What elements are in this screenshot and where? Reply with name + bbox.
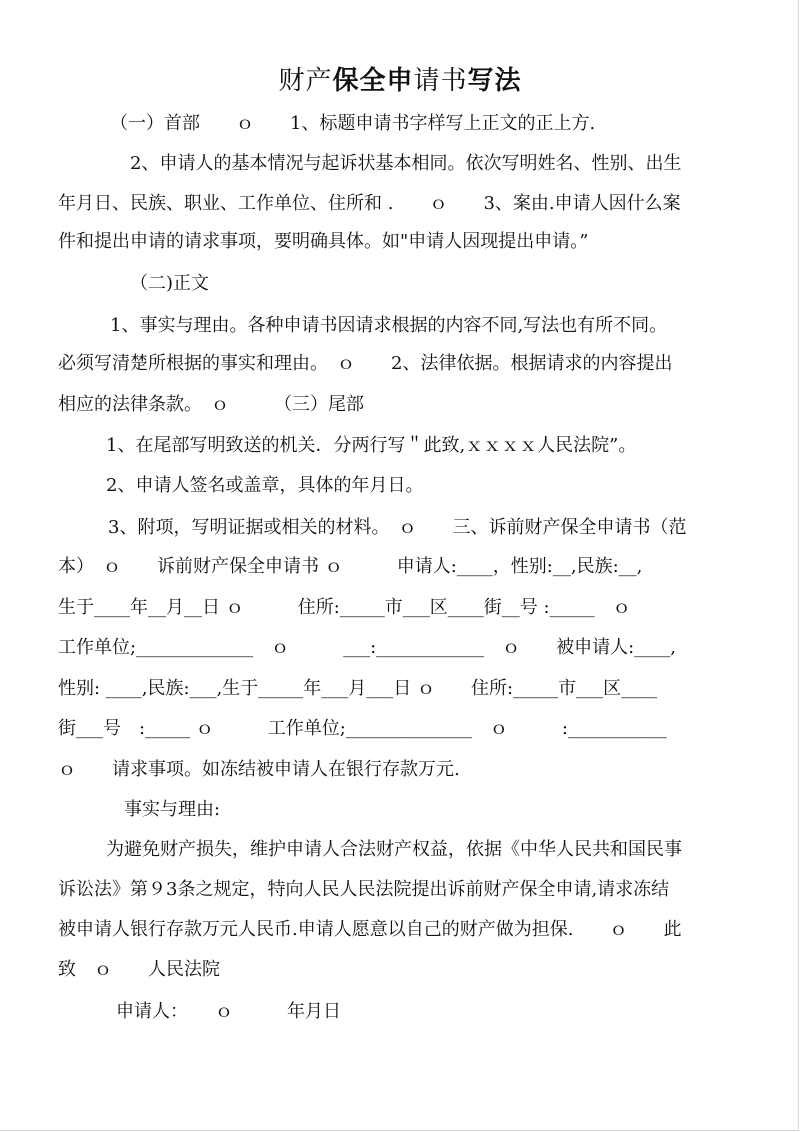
title-part-2: 保全申 bbox=[332, 66, 414, 96]
text-line: 为避免财产损失，维护申请人合法财产权益，依据《中华人民共和国民事 bbox=[106, 839, 682, 860]
text-line: 件和提出申请的请求事项，要明确具体。如"申请人因现提出申请。” bbox=[58, 231, 589, 252]
text-line: 必须写清楚所根据的事实和理由。 ｏ 2、法律依据。根据请求的内容提出 bbox=[58, 353, 673, 374]
document-title bbox=[0, 60, 800, 97]
text-line: 3、附项，写明证据或相关的材料。 ｏ 三、诉前财产保全申请书（范 bbox=[108, 517, 687, 538]
title-part-1: 财产 bbox=[278, 66, 333, 96]
text-line: 年月日、民族、职业、工作单位、住所和 . ｏ 3、案由.申请人因什么案 bbox=[58, 193, 681, 214]
section-heading: 事实与理由: bbox=[124, 799, 221, 820]
form-line: 生于____年__月__日 ｏ 住所:_____市___区____街__号 :_____ ｏ bbox=[58, 597, 631, 618]
text-line: 诉讼法》第９3条之规定，特向人民人民法院提出诉前财产保全申请,请求冻结 bbox=[58, 879, 670, 900]
title-part-3: 请书 bbox=[413, 66, 468, 96]
title-part-4: 写法 bbox=[467, 66, 522, 96]
text-line: 被申请人银行存款万元人民币.申请人愿意以自己的财产做为担保. ｏ 此 bbox=[58, 919, 682, 940]
form-line: 工作单位;_____________ ｏ ___:____________ ｏ 被申请人:____, bbox=[58, 637, 676, 658]
text-line: 2、申请人签名或盖章，具体的年月日。 bbox=[106, 475, 424, 496]
form-line: 本） ｏ 诉前财产保全申请书 ｏ 申请人:____，性别:__,民族:__, bbox=[58, 556, 643, 577]
text-line: 2、申请人的基本情况与起诉状基本相同。依次写明姓名、性别、出生 bbox=[130, 153, 682, 174]
text-line: （一）首部 ｏ 1、标题申请书字样写上正文的正上方. bbox=[110, 113, 596, 134]
text-line: 相应的法律条款。 ｏ （三）尾部 bbox=[58, 394, 364, 415]
form-line: 性别: ____,民族:___,生于_____年___月___日 ｏ 住所:_____市___区____ bbox=[58, 678, 658, 699]
section-heading: （二)正文 bbox=[130, 273, 210, 294]
text-line: 1、在尾部写明致送的机关．分两行写＂此致,ｘｘｘｘ人民法院”。 bbox=[106, 435, 637, 456]
form-line: ｏ 请求事项。如冻结被申请人在银行存款万元. bbox=[58, 759, 460, 780]
form-line: 街___号 :_____ ｏ 工作单位;______________ ｏ :___________ bbox=[58, 718, 667, 739]
text-line: 1、事实与理由。各种申请书因请求根据的内容不同,写法也有所不同。 bbox=[110, 315, 668, 336]
text-line: 致 ｏ 人民法院 bbox=[58, 959, 220, 980]
signature-line: 申请人： ｏ 年月日 bbox=[116, 1001, 341, 1022]
